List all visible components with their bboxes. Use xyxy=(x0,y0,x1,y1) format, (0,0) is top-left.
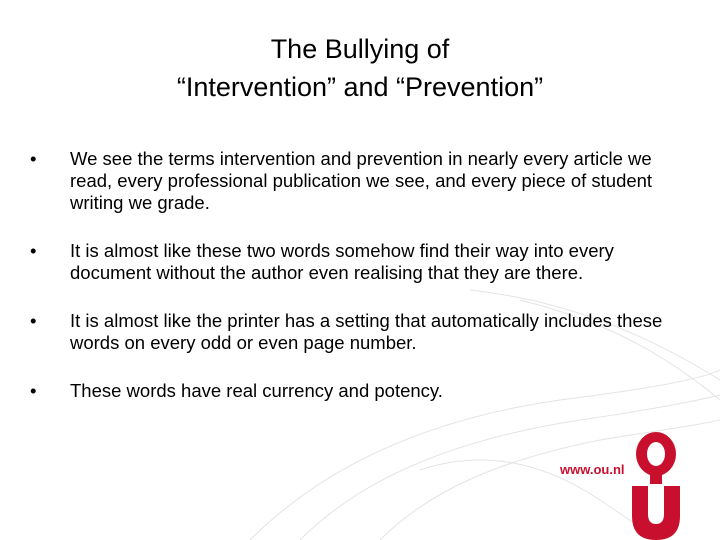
logo-url-text: www.ou.nl xyxy=(560,462,625,477)
bullet-item xyxy=(30,380,690,402)
bullet-item xyxy=(30,148,690,214)
bullet-text: It is almost like the printer has a setting that automatically includes these words on every odd or even page number. xyxy=(70,310,663,353)
bullet-item xyxy=(30,310,690,354)
bullet-list xyxy=(30,148,690,428)
ou-logo xyxy=(548,428,718,540)
bullet-item xyxy=(30,240,690,284)
bullet-text: These words have real currency and potency. xyxy=(70,380,443,401)
title-line-1: The Bullying of xyxy=(270,34,450,64)
bullet-marker: • xyxy=(30,380,37,401)
bullet-marker: • xyxy=(30,310,37,331)
bullet-text: It is almost like these two words somehow find their way into every document without the author even realising that they are there. xyxy=(70,240,614,283)
ou-mark-icon xyxy=(548,428,718,540)
bullet-marker: • xyxy=(30,240,37,261)
slide-title xyxy=(60,30,660,106)
title-line-2: “Intervention” and “Prevention” xyxy=(176,72,544,102)
bullet-text: We see the terms intervention and prevention in nearly every article we read, every professional publication we see, and every piece of student writing we grade. xyxy=(70,148,653,213)
bullet-marker: • xyxy=(30,148,37,169)
